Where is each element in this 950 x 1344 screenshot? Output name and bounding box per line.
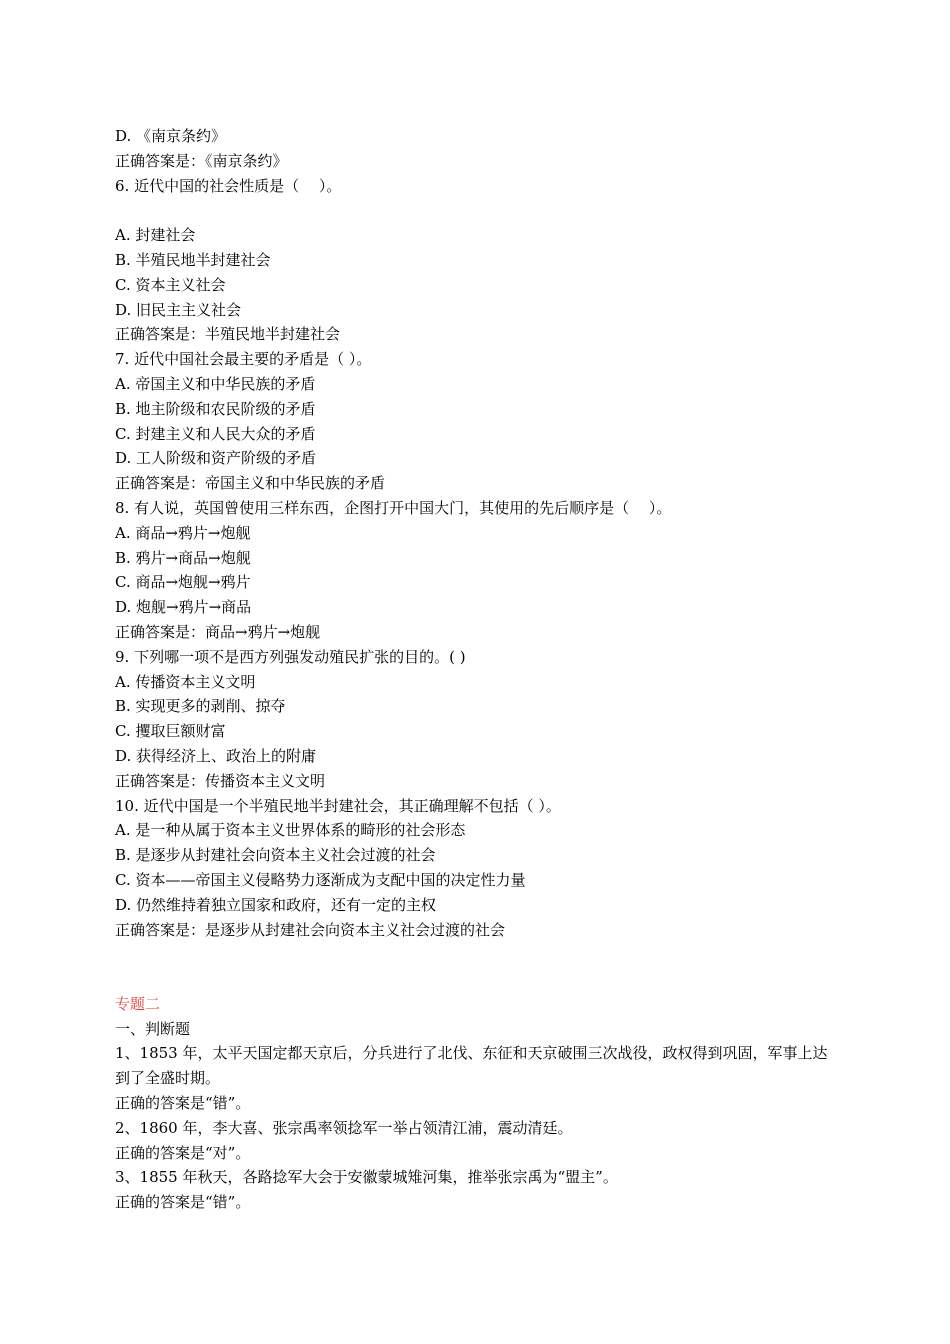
blank-lines	[115, 942, 835, 992]
option-line: D. 工人阶级和资产阶级的矛盾	[115, 449, 317, 468]
option-line: C. 资本——帝国主义侵略势力逐渐成为支配中国的决定性力量	[115, 870, 526, 889]
option-line: D. 炮舰→鸦片→商品	[115, 598, 252, 617]
option-line: A. 商品→鸦片→炮舰	[115, 523, 251, 542]
question-line: 6. 近代中国的社会性质是（ ）。	[115, 176, 342, 195]
answer-line: 正确答案是：帝国主义和中华民族的矛盾	[115, 474, 386, 493]
answer-line: 正确的答案是“错”。	[115, 1094, 251, 1113]
text-line: D. 《南京条约》	[115, 127, 227, 145]
option-line: D. 旧民主主义社会	[115, 300, 242, 319]
option-line: C. 商品→炮舰→鸦片	[115, 573, 251, 592]
option-line: B. 半殖民地半封建社会	[115, 250, 271, 269]
option-line: B. 是逐步从封建社会向资本主义社会过渡的社会	[115, 846, 436, 865]
statement-line: 2、1860 年，李大喜、张宗禹率领捻军一举占领清江浦，震动清廷。	[115, 1118, 573, 1137]
option-line: D. 仍然维持着独立国家和政府，还有一定的主权	[115, 895, 437, 914]
document-content	[115, 124, 835, 1215]
subsection-heading: 一、判断题	[115, 1019, 191, 1038]
option-line: A. 封建社会	[115, 226, 196, 245]
answer-line: 正确答案是：传播资本主义文明	[115, 771, 326, 790]
section-title: 专题二	[115, 994, 161, 1013]
option-line: C. 封建主义和人民大众的矛盾	[115, 424, 316, 443]
option-line: A. 帝国主义和中华民族的矛盾	[115, 374, 316, 393]
answer-line: 正确答案是：商品→鸦片→炮舰	[115, 622, 321, 641]
option-line: C. 资本主义社会	[115, 275, 226, 294]
option-line: D. 获得经济上、政治上的附庸	[115, 746, 317, 765]
answer-line: 正确的答案是“错”。	[115, 1193, 251, 1212]
option-line: A. 传播资本主义文明	[115, 672, 256, 691]
option-line: B. 实现更多的剥削、掠夺	[115, 697, 286, 716]
option-line: C. 攫取巨额财富	[115, 722, 226, 741]
option-line: A. 是一种从属于资本主义世界体系的畸形的社会形态	[115, 821, 466, 840]
option-line: B. 地主阶级和农民阶级的矛盾	[115, 399, 316, 418]
answer-line: 正确答案是：《南京条约》	[115, 151, 288, 170]
question-line: 10. 近代中国是一个半殖民地半封建社会，其正确理解不包括（ ）。	[115, 796, 561, 815]
question-line: 9. 下列哪一项不是西方列强发动殖民扩张的目的。( )	[115, 647, 466, 666]
answer-line: 正确的答案是“对”。	[115, 1143, 251, 1162]
statement-line: 1、1853 年，太平天国定都天京后，分兵进行了北伐、东征和天京破围三次战役，政权得到巩固，军事上达到了全盛时期。	[115, 1044, 828, 1088]
question-line: 8. 有人说，英国曾使用三样东西，企图打开中国大门，其使用的先后顺序是（ ）。	[115, 498, 672, 517]
statement-line: 3、1855 年秋天，各路捻军大会于安徽蒙城雉河集，推举张宗禹为“盟主”。	[115, 1168, 618, 1187]
answer-line: 正确答案是：半殖民地半封建社会	[115, 325, 341, 344]
blank-line	[115, 198, 835, 223]
question-line: 7. 近代中国社会最主要的矛盾是（ ）。	[115, 350, 372, 369]
option-line: B. 鸦片→商品→炮舰	[115, 548, 251, 567]
answer-line: 正确答案是：是逐步从封建社会向资本主义社会过渡的社会	[115, 920, 506, 939]
